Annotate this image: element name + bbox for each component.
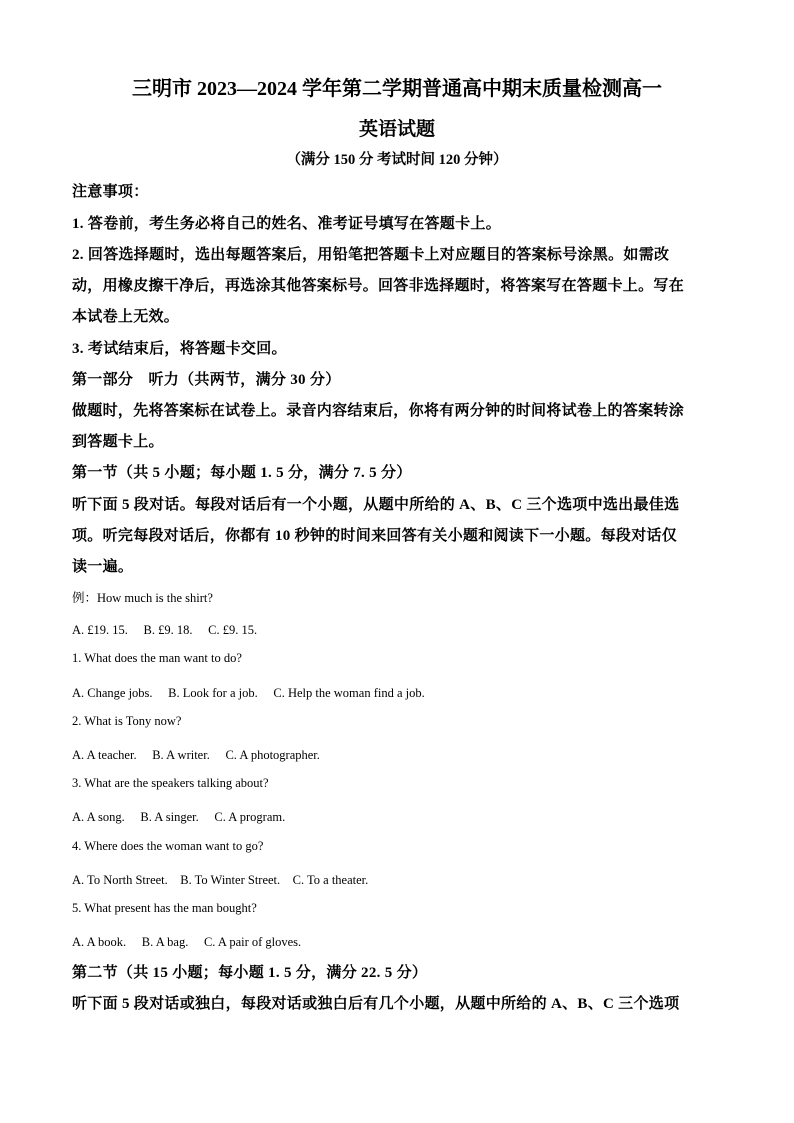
question: 2. What is Tony now?: [72, 714, 182, 728]
exam-title: 三明市 2023—2024 学年第二学期普通高中期末质量检测高一: [132, 78, 662, 100]
exam-info: （满分 150 分 考试时间 120 分钟）: [286, 152, 508, 168]
exam-subtitle: 英语试题: [358, 119, 435, 140]
question: 4. Where does the woman want to go?: [72, 839, 264, 853]
section1-instructions: 读一遍。: [72, 559, 134, 575]
section1-instructions: 听下面 5 段对话。每段对话后有一个小题，从题中所给的 A、B、C 三个选项中选出最佳选: [72, 497, 680, 513]
note-line: 1. 答卷前，考生务必将自己的姓名、准考证号填写在答题卡上。: [72, 216, 502, 232]
notes-heading: 注意事项：: [72, 184, 149, 200]
section1-heading: 第一节（共 5 小题；每小题 1. 5 分，满分 7. 5 分）: [72, 465, 412, 481]
example-question: 例：How much is the shirt?: [72, 591, 213, 605]
part1-intro: 做题时，先将答案标在试卷上。录音内容结束后，你将有两分钟的时间将试卷上的答案转涂: [72, 403, 685, 419]
question-options: A. A book. B. A bag. C. A pair of gloves.: [72, 935, 302, 949]
note-line: 动，用橡皮擦干净后，再选涂其他答案标号。回答非选择题时，将答案写在答题卡上。写在: [72, 278, 685, 294]
section2-instructions: 听下面 5 段对话或独白，每段对话或独白后有几个小题，从题中所给的 A、B、C 三个选项: [72, 996, 680, 1012]
question-options: A. Change jobs. B. Look for a job. C. Help the woman find a job.: [72, 686, 425, 700]
note-line: 2. 回答选择题时，选出每题答案后，用铅笔把答题卡上对应题目的答案标号涂黑。如需改: [72, 247, 670, 263]
section2-heading: 第二节（共 15 小题；每小题 1. 5 分，满分 22. 5 分）: [72, 965, 428, 981]
question: 5. What present has the man bought?: [72, 901, 257, 915]
section1-instructions: 项。听完每段对话后，你都有 10 秒钟的时间来回答有关小题和阅读下一小题。每段对话仅: [72, 528, 678, 544]
note-line: 3. 考试结束后，将答题卡交回。: [72, 341, 287, 357]
question: 3. What are the speakers talking about?: [72, 776, 269, 790]
question-options: A. A song. B. A singer. C. A program.: [72, 810, 286, 824]
part1-intro: 到答题卡上。: [72, 434, 164, 450]
example-options: A. £19. 15. B. £9. 18. C. £9. 15.: [72, 623, 258, 637]
note-line: 本试卷上无效。: [72, 309, 180, 325]
question-options: A. A teacher. B. A writer. C. A photographer.: [72, 748, 320, 762]
question: 1. What does the man want to do?: [72, 651, 242, 665]
part1-heading: 第一部分 听力（共两节，满分 30 分）: [72, 372, 341, 388]
question-options: A. To North Street. B. To Winter Street. C. To a theater.: [72, 873, 369, 887]
